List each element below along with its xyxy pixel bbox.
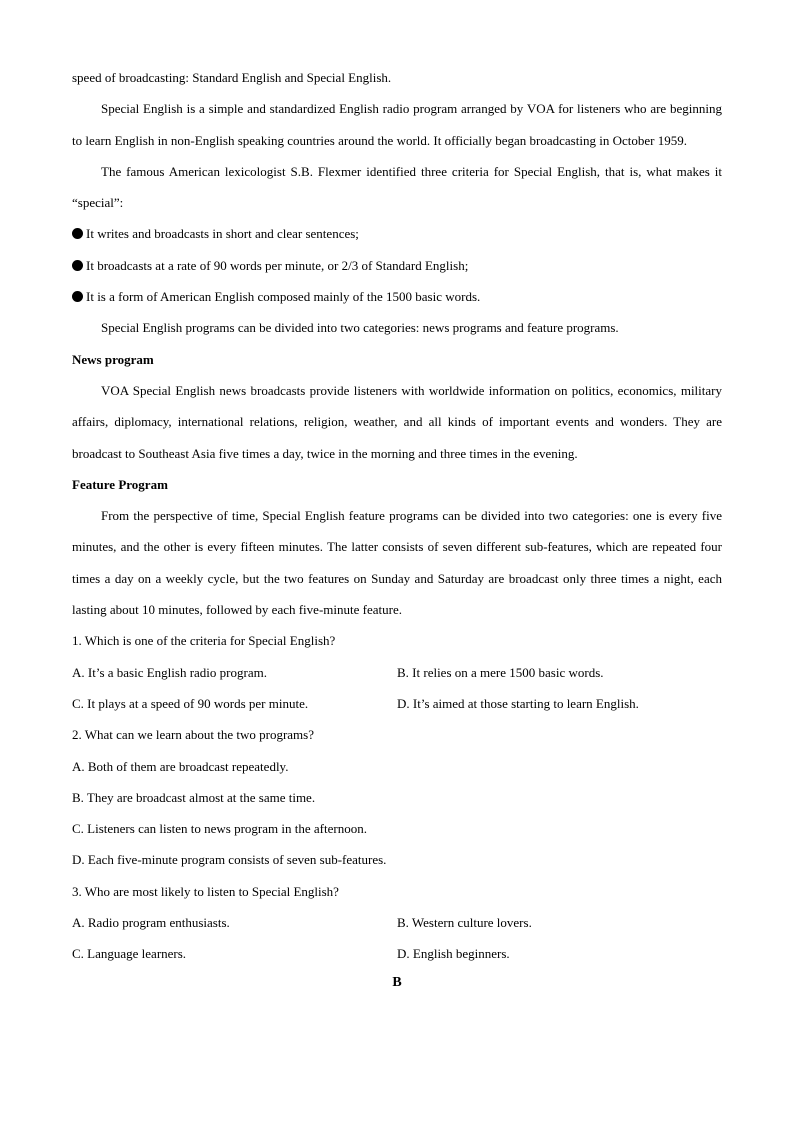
question-3-stem: 3. Who are most likely to listen to Special English? xyxy=(72,883,339,899)
question-2-stem: 2. What can we learn about the two programs? xyxy=(72,727,314,743)
criteria-bullet-text: It broadcasts at a rate of 90 words per minute, or 2/3 of Standard English; xyxy=(86,257,469,273)
question-3-option-d: D. English beginners. xyxy=(397,946,510,962)
question-2-option-b: B. They are broadcast almost at the same time. xyxy=(72,789,316,805)
criteria-bullet-text: It is a form of American English composed mainly of the 1500 basic words. xyxy=(86,289,481,305)
question-1-option-a: A. It’s a basic English radio program. xyxy=(72,664,267,680)
question-3-option-a: A. Radio program enthusiasts. xyxy=(72,915,230,931)
criteria-bullet-text: It writes and broadcasts in short and clear sentences; xyxy=(86,226,359,242)
bullet-dot-icon xyxy=(72,228,83,239)
bullet-dot-icon xyxy=(72,260,83,271)
question-3-options-row-1 xyxy=(72,907,722,938)
question-3-options-row-2 xyxy=(72,938,722,969)
question-1-option-c: C. It plays at a speed of 90 words per minute. xyxy=(72,695,309,711)
feature-program-paragraph: From the perspective of time, Special English feature programs can be divided into two categories: one is every five minutes, and the other is every fifteen minutes. The latter consists of seven different sub-features, which are repeated four times a day on a weekly cycle, but the two features on Sunday and Saturday are broadcast only three times a night, each lasting about 10 minutes, followed by each five-minute feature. xyxy=(72,508,722,618)
question-3-option-b: B. Western culture lovers. xyxy=(397,915,532,931)
passage-paragraph-criteria: The famous American lexicologist S.B. Flexmer identified three criteria for Special English, that is, what makes it “special”: xyxy=(72,163,722,211)
criteria-bullet xyxy=(72,250,722,281)
document-content xyxy=(72,62,722,996)
feature-program-heading: Feature Program xyxy=(72,476,168,492)
passage-paragraph-special-english: Special English is a simple and standardized English radio program arranged by VOA for listeners who are beginning to learn English in non-English speaking countries around the world. It officially began broadcasting in October 1959. xyxy=(72,101,722,148)
news-program-heading: News program xyxy=(72,351,154,367)
question-1-stem: 1. Which is one of the criteria for Special English? xyxy=(72,633,336,649)
criteria-bullet xyxy=(72,218,722,249)
passage-intro-tail: speed of broadcasting: Standard English and Special English. xyxy=(72,70,392,85)
news-program-paragraph: VOA Special English news broadcasts provide listeners with worldwide information on politics, economics, military affairs, diplomacy, international relations, religion, weather, and all kinds of important events and wonders. They are broadcast to Southeast Asia five times a day, twice in the morning and three times in the evening. xyxy=(72,382,722,461)
question-2-option-a: A. Both of them are broadcast repeatedly. xyxy=(72,758,289,774)
section-marker: B xyxy=(392,974,402,990)
question-1-option-b: B. It relies on a mere 1500 basic words. xyxy=(397,664,604,680)
question-2-option-d: D. Each five-minute program consists of seven sub-features. xyxy=(72,852,387,868)
passage-paragraph-categories: Special English programs can be divided into two categories: news programs and feature programs. xyxy=(101,320,619,336)
question-1-option-d: D. It’s aimed at those starting to learn English. xyxy=(397,695,639,711)
question-1-options-row-2 xyxy=(72,688,722,719)
question-3-option-c: C. Language learners. xyxy=(72,946,187,962)
question-1-options-row-1 xyxy=(72,657,722,688)
criteria-bullet xyxy=(72,281,722,312)
bullet-dot-icon xyxy=(72,291,83,302)
question-2-option-c: C. Listeners can listen to news program in the afternoon. xyxy=(72,821,367,837)
